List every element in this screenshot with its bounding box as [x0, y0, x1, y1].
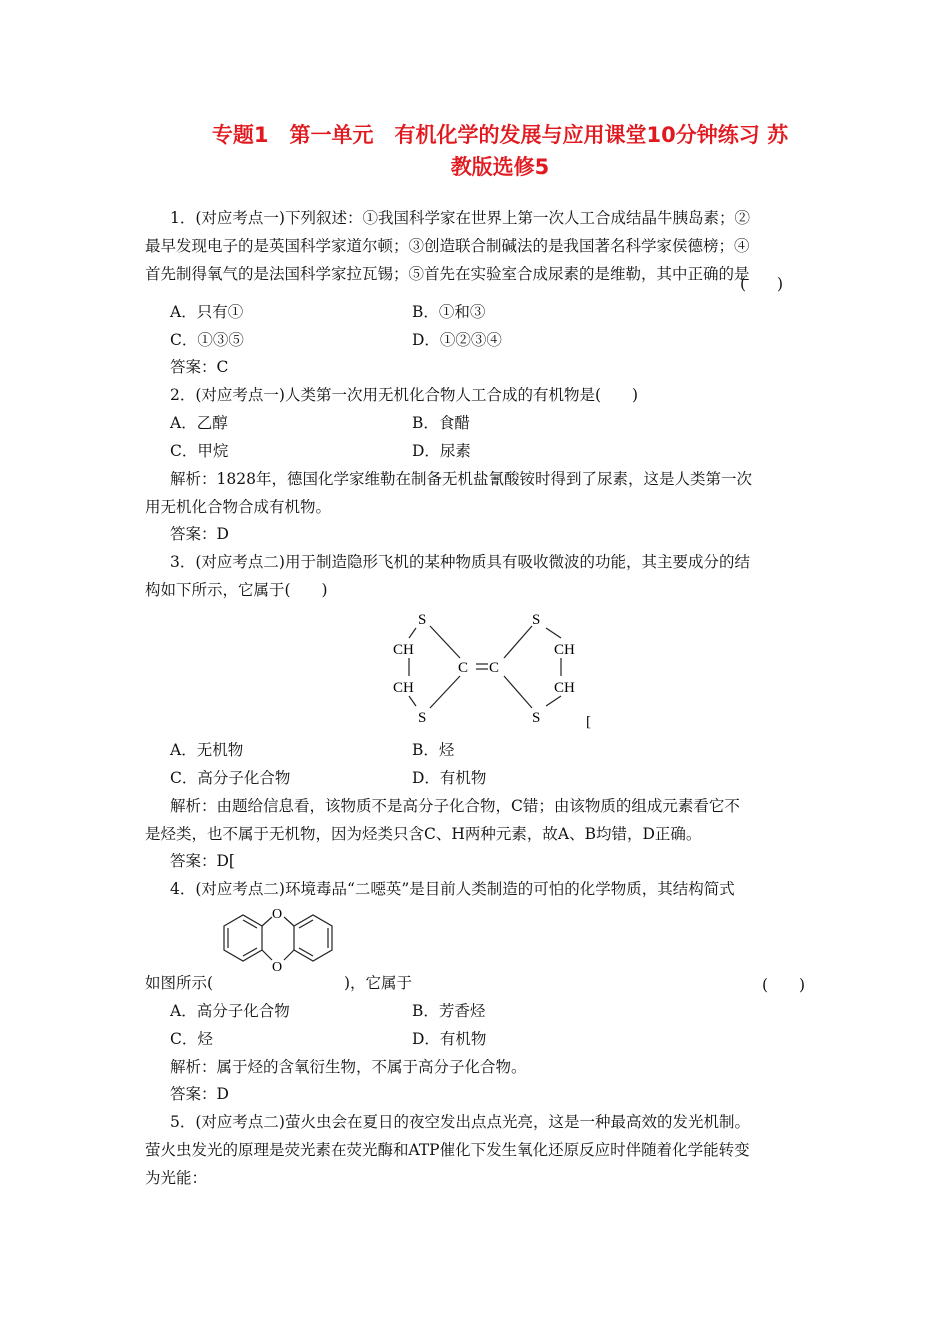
q2-explanation-line-1: 解析：1828年，德国化学家维勒在制备无机盐氰酸铵时得到了尿素，这是人类第一次 — [170, 470, 752, 488]
q3-explanation-line-1: 解析：由题给信息看，该物质不是高分子化合物，C错；由该物质的组成元素看它不 — [170, 797, 740, 815]
q3-explanation-line-2: 是烃类，也不属于无机物，因为烃类只含C、H两种元素，故A、B均错，D正确。 — [145, 825, 702, 843]
q3-option-a: A．无机物 — [170, 741, 244, 759]
q3-answer: 答案：D[ — [170, 852, 235, 870]
q4-answer: 答案：D — [170, 1085, 229, 1103]
q4-stem-pre: 如图所示( — [145, 974, 214, 992]
sulfur-atom-label: S — [532, 710, 541, 726]
q1-stem-line-1: 1．(对应考点一)下列叙述：①我国科学家在世界上第一次人工合成结晶牛胰岛素；② — [170, 209, 750, 227]
q3-option-c: C．高分子化合物 — [170, 769, 291, 787]
q1-option-b: B．①和③ — [412, 303, 486, 321]
q1-option-a: A．只有① — [170, 303, 244, 321]
sulfur-atom-label: S — [418, 612, 427, 628]
q3-option-b: B．烃 — [412, 741, 455, 759]
q4-answer-paren: ( ) — [762, 976, 806, 994]
carbon-atom-label: C — [458, 660, 469, 676]
sulfur-atom-label: S — [418, 710, 427, 726]
oxygen-atom-label: O — [272, 960, 283, 975]
q1-stem-line-3: 首先制得氧气的是法国科学家拉瓦锡；⑤首先在实验室合成尿素的是维勒，其中正确的是 — [145, 265, 750, 283]
q2-option-d: D．尿素 — [412, 442, 471, 460]
q4-explanation: 解析：属于烃的含氧衍生物，不属于高分子化合物。 — [170, 1058, 527, 1076]
q2-option-a: A．乙醇 — [170, 414, 228, 432]
title-line-2: 教版选修5 — [450, 155, 550, 179]
q5-stem-line-3: 为光能： — [145, 1169, 208, 1187]
q4-stem-post: )，它属于 — [344, 974, 413, 992]
oxygen-atom-label: O — [272, 907, 283, 922]
q3-stem-line-1: 3．(对应考点二)用于制造隐形飞机的某种物质具有吸收微波的功能，其主要成分的结 — [170, 553, 750, 571]
q5-stem-line-1: 5．(对应考点二)萤火虫会在夏日的夜空发出点点光亮，这是一种最高效的发光机制。 — [170, 1113, 750, 1131]
q2-option-b: B．食醋 — [412, 414, 470, 432]
q1-stem-line-2: 最早发现电子的是英国科学家道尔顿；③创造联合制碱法的是我国著名科学家侯德榜；④ — [145, 237, 750, 255]
q2-answer: 答案：D — [170, 525, 229, 543]
q4-option-a: A．高分子化合物 — [170, 1002, 290, 1020]
q3-stem-line-2: 构如下所示，它属于( ) — [145, 581, 328, 599]
q1-option-d: D．①②③④ — [412, 331, 502, 349]
ch-group-label: CH — [554, 642, 575, 658]
dibenzodioxin-structure — [213, 900, 343, 978]
q1-option-c: C．①③⑤ — [170, 331, 244, 349]
q2-explanation-line-2: 用无机化合物合成有机物。 — [145, 498, 332, 516]
q4-option-d: D．有机物 — [412, 1030, 487, 1048]
ch-group-label: CH — [393, 680, 414, 696]
stray-bracket: [ — [586, 714, 591, 730]
q1-answer: 答案：C — [170, 358, 229, 376]
q5-stem-line-2: 萤火虫发光的原理是荧光素在荧光酶和ATP催化下发生氧化还原反应时伴随着化学能转变 — [145, 1141, 750, 1159]
q4-option-c: C．烃 — [170, 1030, 213, 1048]
ch-group-label: CH — [554, 680, 575, 696]
title-line-1: 专题1 第一单元 有机化学的发展与应用课堂10分钟练习 苏 — [211, 123, 789, 147]
q1-answer-paren: ( ) — [740, 275, 784, 293]
q2-option-c: C．甲烷 — [170, 442, 229, 460]
carbon-atom-label: C — [489, 660, 500, 676]
sulfur-atom-label: S — [532, 612, 541, 628]
q4-stem-line-1: 4．(对应考点二)环境毒品“二噁英”是目前人类制造的可怕的化学物质，其结构简式 — [170, 880, 735, 898]
tetrathiafulvalene-structure — [380, 600, 620, 730]
q4-option-b: B．芳香烃 — [412, 1002, 486, 1020]
q3-option-d: D．有机物 — [412, 769, 487, 787]
q2-stem: 2．(对应考点一)人类第一次用无机化合物人工合成的有机物是( ) — [170, 386, 639, 404]
ch-group-label: CH — [393, 642, 414, 658]
